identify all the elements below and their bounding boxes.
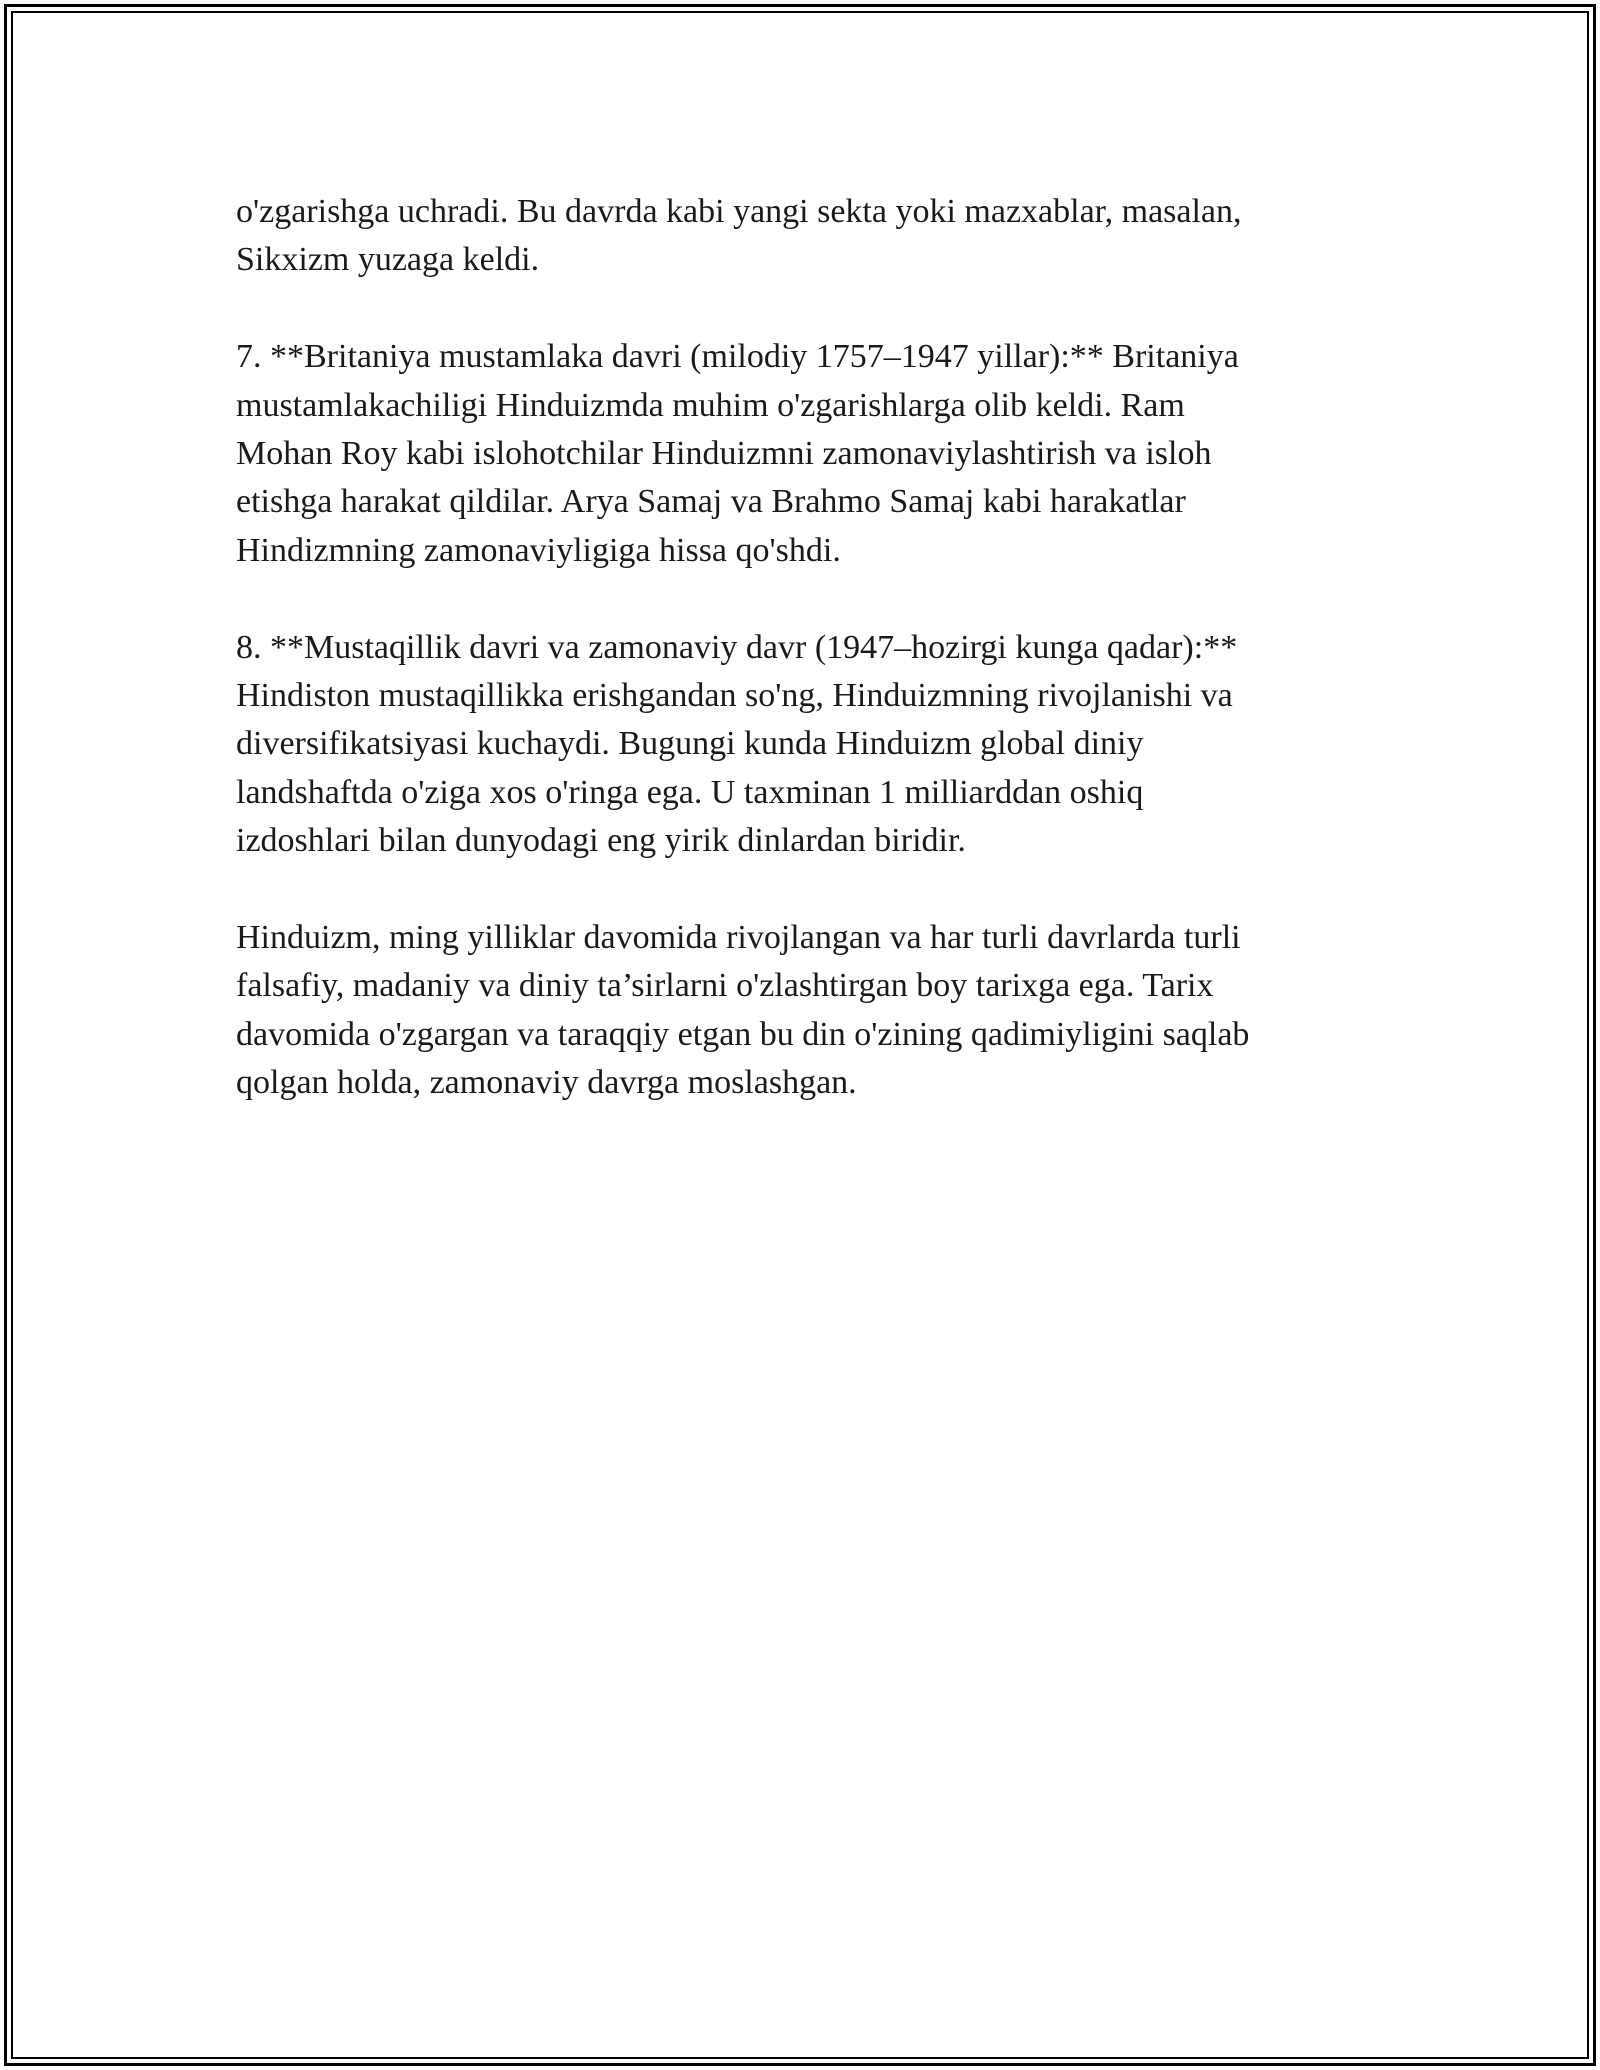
- paragraph-independence-period: [236, 624, 1356, 866]
- paragraph-british-colonial-period: [236, 333, 1356, 575]
- text-line: mustamlakachiligi Hinduizmda muhim o'zgarishlarga olib keldi. Ram: [236, 386, 1185, 424]
- text-line: davomida o'zgargan va taraqqiy etgan bu din o'zining qadimiyligini saqlab: [236, 1015, 1250, 1053]
- text-line: landshaftda o'ziga xos o'ringa ega. U taxminan 1 milliarddan oshiq: [236, 773, 1144, 811]
- text-line: etishga harakat qildilar. Arya Samaj va Brahmo Samaj kabi harakatlar: [236, 483, 1186, 521]
- text-line: Hinduizm, ming yilliklar davomida rivojlangan va har turli davrlarda turli: [236, 919, 1241, 957]
- paragraph-continuation: [236, 188, 1356, 285]
- text-line: Hindizmning zamonaviyligiga hissa qo'shdi.: [236, 531, 841, 569]
- text-line: izdoshlari bilan dunyodagi eng yirik dinlardan biridir.: [236, 822, 966, 860]
- text-line: diversifikatsiyasi kuchaydi. Bugungi kunda Hinduizm global diniy: [236, 725, 1144, 763]
- text-line: 8. **Mustaqillik davri va zamonaviy davr (1947–hozirgi kunga qadar):**: [236, 628, 1238, 666]
- text-line: qolgan holda, zamonaviy davrga moslashgan.: [236, 1064, 857, 1102]
- document-body: [236, 188, 1356, 1156]
- paragraph-conclusion: [236, 914, 1356, 1108]
- text-line: Sikxizm yuzaga keldi.: [236, 241, 540, 279]
- text-line: 7. **Britaniya mustamlaka davri (milodiy 1757–1947 yillar):** Britaniya: [236, 338, 1239, 376]
- text-line: falsafiy, madaniy va diniy ta’sirlarni o'zlashtirgan boy tarixga ega. Tarix: [236, 967, 1214, 1005]
- text-line: o'zgarishga uchradi. Bu davrda kabi yangi sekta yoki mazxablar, masalan,: [236, 193, 1242, 230]
- text-line: Mohan Roy kabi islohotchilar Hinduizmni zamonaviylashtirish va isloh: [236, 435, 1212, 473]
- text-line: Hindiston mustaqillikka erishgandan so'ng, Hinduizmning rivojlanishi va: [236, 677, 1233, 715]
